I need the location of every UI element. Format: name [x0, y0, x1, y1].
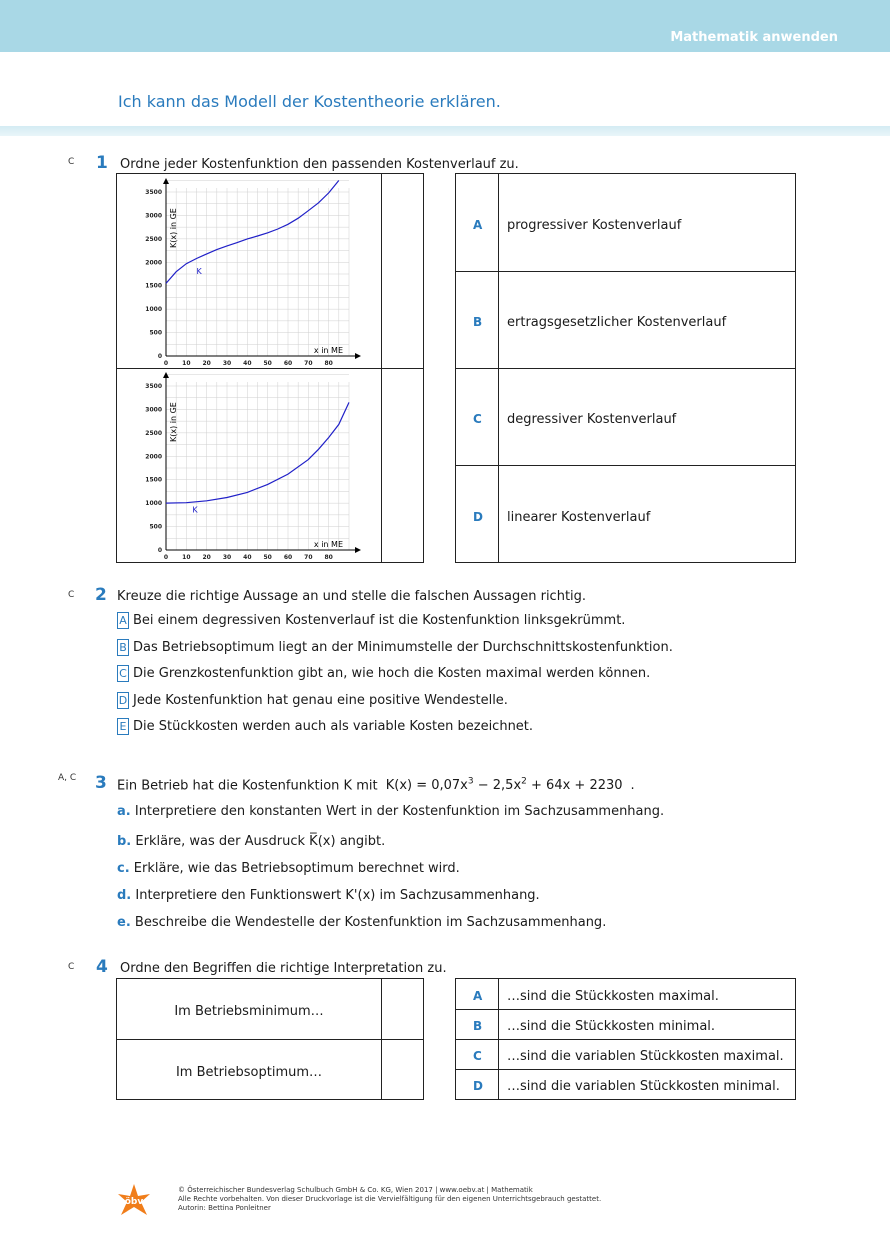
- cost-formula: [386, 778, 635, 793]
- option-text-a: progressiver Kostenverlauf: [507, 218, 682, 233]
- item-letter: a.: [117, 804, 131, 819]
- y-tick-label: 3500: [145, 189, 162, 196]
- option-letter-c: C: [473, 412, 482, 426]
- y-tick-label: 2500: [145, 429, 162, 437]
- task2-question: Kreuze die richtige Aussage an und stelle die falschen Aussagen richtig.: [117, 589, 587, 604]
- y-tick-label: 1000: [145, 500, 162, 508]
- y-tick-label: 2500: [145, 235, 162, 243]
- statement-text: Das Betriebsoptimum liegt an der Minimumstelle der Durchschnittskostenfunktion.: [133, 640, 673, 655]
- formula-part: − 2,5x: [473, 778, 522, 794]
- x-axis-label: x in ME: [313, 540, 343, 549]
- y-tick-label: 1500: [145, 282, 162, 290]
- checkbox-e[interactable]: E: [117, 718, 129, 735]
- statement-text: Die Grenzkostenfunktion gibt an, wie hoch die Kosten maximal werden können.: [133, 666, 651, 681]
- y-tick-label: 3000: [145, 212, 162, 220]
- item-text: Interpretiere den konstanten Wert in der Kostenfunktion im Sachzusammenhang.: [134, 804, 665, 819]
- y-axis-label: K(x) in GE: [169, 208, 178, 248]
- statement-c: [117, 665, 650, 682]
- item-letter: c.: [117, 861, 130, 876]
- x-axis-arrow: [355, 353, 361, 359]
- task2-level: C: [68, 590, 75, 600]
- x-tick-label: 40: [243, 360, 252, 367]
- x-tick-label: 0: [163, 360, 169, 367]
- item-text: Erkläre, was der Ausdruck: [135, 834, 306, 849]
- task3-item-b: [117, 834, 385, 849]
- formula-part: + 64x + 2230: [526, 778, 623, 794]
- option-letter-b: B: [473, 315, 483, 329]
- footer-copyright: © Österreichischer Bundesverlag Schulbuch GmbH & Co. KG, Wien 2017 | www.oebv.at | Mathematik: [178, 1186, 533, 1194]
- header-title: Mathematik anwenden: [670, 30, 838, 45]
- task3-intro-text: Ein Betrieb hat die Kostenfunktion K mit: [117, 778, 378, 794]
- task4-question: Ordne den Begriffen die richtige Interpretation zu.: [120, 961, 447, 976]
- footer-rights: Alle Rechte vorbehalten. Von dieser Druckvorlage ist die Vervielfältigung für den eigenen Unterrichtsgebrauch gestattet.: [178, 1195, 602, 1203]
- x-tick-label: 40: [243, 554, 252, 561]
- oebv-logo-icon: [116, 1182, 152, 1218]
- task1-options-table: [455, 173, 796, 563]
- y-tick-label: 500: [149, 523, 162, 531]
- option-letter-d: D: [473, 1079, 483, 1093]
- y-tick-label: 1500: [145, 476, 162, 484]
- chart-progressive-like: [117, 174, 380, 367]
- x-tick-label: 10: [182, 554, 191, 561]
- task4-number: 4: [96, 957, 108, 977]
- statement-a: [117, 612, 625, 629]
- y-axis-label: K(x) in GE: [169, 402, 178, 442]
- formula-exponent: 3: [467, 777, 474, 787]
- item-text: Erkläre, wie das Betriebsoptimum berechnet wird.: [133, 861, 460, 876]
- title-band: [0, 126, 890, 136]
- checkbox-b[interactable]: B: [117, 639, 129, 656]
- y-tick-label: 2000: [145, 259, 162, 267]
- item-text: im Sachzusammenhang.: [379, 888, 540, 903]
- item-text: Beschreibe die Wendestelle der Kostenfunktion im Sachzusammenhang.: [134, 915, 607, 930]
- task1-question: Ordne jeder Kostenfunktion den passenden Kostenverlauf zu.: [120, 157, 519, 172]
- page-title: Ich kann das Modell der Kostentheorie erklären.: [118, 92, 501, 111]
- y-tick-label: 0: [157, 353, 162, 360]
- statement-e: [117, 718, 533, 735]
- oebv-logo: [116, 1182, 152, 1218]
- task1-number: 1: [96, 153, 108, 173]
- x-tick-label: 20: [202, 554, 211, 561]
- term-betriebsoptimum: Im Betriebsoptimum…: [175, 1065, 323, 1080]
- item-letter: d.: [117, 888, 132, 903]
- task3-item-c: [117, 861, 460, 876]
- option-text-a: …sind die Stückkosten maximal.: [507, 989, 719, 1004]
- term-betriebsminimum: Im Betriebsminimum…: [174, 1004, 324, 1019]
- x-axis-arrow: [355, 547, 361, 553]
- curve-label: K: [196, 267, 202, 276]
- term1-answer-cell[interactable]: [383, 979, 424, 1038]
- option-text-d: linearer Kostenverlauf: [507, 510, 651, 525]
- option-text-c: degressiver Kostenverlauf: [507, 412, 677, 427]
- x-tick-label: 70: [304, 554, 313, 561]
- task3-intro: [117, 777, 635, 793]
- formula-part: K(x) = 0,07x: [385, 778, 468, 794]
- y-axis-arrow: [163, 372, 169, 378]
- formula-end: .: [630, 778, 635, 794]
- task2-number: 2: [95, 585, 107, 605]
- checkbox-a[interactable]: A: [117, 612, 129, 629]
- task3-item-e: [117, 915, 606, 930]
- x-tick-label: 60: [283, 554, 293, 561]
- statement-b: [117, 639, 673, 656]
- x-tick-label: 80: [324, 360, 333, 367]
- footer-author: Autorin: Bettina Ponleitner: [178, 1204, 271, 1212]
- oebv-logo-text: öbv: [124, 1197, 144, 1207]
- cost-curve: [166, 181, 339, 284]
- statement-d: [117, 692, 508, 709]
- y-tick-label: 500: [149, 329, 162, 337]
- term2-answer-cell[interactable]: [383, 1041, 424, 1099]
- option-letter-b: B: [473, 1019, 483, 1033]
- x-tick-label: 30: [222, 360, 232, 367]
- x-tick-label: 50: [263, 360, 272, 367]
- option-text-b: ertragsgesetzlicher Kostenverlauf: [507, 315, 727, 330]
- chart-convex: [117, 368, 380, 562]
- task4-terms-table: [116, 978, 424, 1100]
- y-tick-label: 3500: [145, 383, 162, 390]
- x-tick-label: 30: [222, 554, 232, 561]
- curve-label: K: [192, 505, 198, 515]
- item-expression: K'(x): [345, 888, 376, 903]
- option-text-b: …sind die Stückkosten minimal.: [507, 1019, 716, 1034]
- formula-exponent: 2: [521, 777, 527, 787]
- statement-text: Jede Kostenfunktion hat genau eine positive Wendestelle.: [133, 693, 508, 708]
- x-tick-label: 10: [182, 360, 191, 367]
- x-tick-label: 0: [163, 554, 169, 561]
- statement-text: Die Stückkosten werden auch als variable Kosten bezeichnet.: [133, 719, 534, 734]
- y-tick-label: 2000: [145, 453, 162, 461]
- task3-item-d: [117, 888, 540, 903]
- x-tick-label: 70: [304, 360, 313, 367]
- task3-item-a: [117, 804, 664, 819]
- x-axis-label: x in ME: [313, 346, 343, 355]
- item-expression: K̅(x): [309, 834, 336, 849]
- task4-level: C: [68, 962, 75, 972]
- y-axis-arrow: [163, 178, 169, 184]
- graph2-answer-cell[interactable]: [383, 370, 424, 562]
- task3-level: A, C: [58, 773, 77, 783]
- task3-number: 3: [95, 773, 107, 793]
- y-tick-label: 1000: [145, 306, 162, 314]
- task4-options-table: [455, 978, 796, 1100]
- x-tick-label: 60: [283, 360, 293, 367]
- option-letter-a: A: [473, 989, 483, 1003]
- x-tick-label: 80: [324, 554, 333, 561]
- statement-text: Bei einem degressiven Kostenverlauf ist die Kostenfunktion linksgekrümmt.: [133, 613, 626, 628]
- item-text: Interpretiere den Funktionswert: [135, 888, 342, 903]
- item-letter: b.: [117, 834, 132, 849]
- x-tick-label: 50: [263, 554, 272, 561]
- checkbox-c[interactable]: C: [117, 665, 129, 682]
- y-tick-label: 0: [157, 547, 162, 554]
- item-letter: e.: [117, 915, 131, 930]
- option-letter-d: D: [473, 510, 483, 524]
- task1-level: C: [68, 157, 75, 167]
- checkbox-d[interactable]: D: [118, 694, 128, 707]
- option-text-c: …sind die variablen Stückkosten maximal.: [507, 1049, 784, 1064]
- option-letter-c: C: [473, 1049, 482, 1063]
- item-text: angibt.: [339, 834, 386, 849]
- footer-text: [178, 1186, 601, 1213]
- y-tick-label: 3000: [145, 406, 162, 414]
- graph1-answer-cell[interactable]: [383, 174, 424, 367]
- option-text-d: …sind die variablen Stückkosten minimal.: [507, 1079, 780, 1094]
- x-tick-label: 20: [202, 360, 211, 367]
- option-letter-a: A: [473, 218, 483, 232]
